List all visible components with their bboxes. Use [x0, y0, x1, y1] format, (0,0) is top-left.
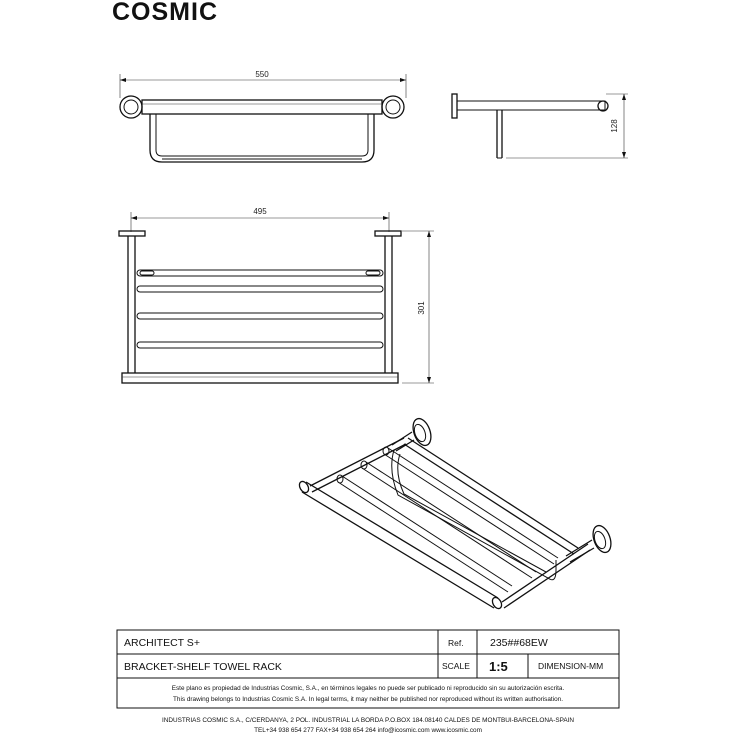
legal-notice-es: Este plano es propiedad de Industrias Cosmic, S.A., en términos legales no puede ser publicado ni reproducido sin su autorización escrita.	[171, 685, 565, 692]
company-contact: TEL+34 938 654 277 FAX+34 938 654 264 info@icosmic.com www.icosmic.com	[254, 727, 482, 734]
product-name: BRACKET-SHELF TOWEL RACK	[124, 661, 282, 673]
dim-front-width: 550	[255, 70, 269, 79]
units-label: DIMENSION-MM	[538, 661, 604, 671]
scale-label: SCALE	[442, 661, 470, 671]
series-name: ARCHITECT S+	[124, 637, 200, 649]
dim-top-width: 495	[253, 207, 267, 216]
company-address: INDUSTRIAS COSMIC S.A., C/CERDANYA, 2 POL. INDUSTRIAL LA BORDA P.O.BOX 184.08140 CALDES DE MONTBUI-BARCELONA-SPAIN	[161, 717, 575, 724]
dim-side-height: 128	[610, 119, 619, 133]
isometric-view	[298, 416, 615, 610]
ref-value: 235##68EW	[490, 637, 548, 649]
scale-value: 1:5	[489, 659, 508, 674]
side-view	[452, 94, 628, 158]
front-view	[120, 70, 406, 162]
top-view	[119, 207, 434, 383]
dim-top-depth: 301	[417, 301, 426, 315]
ref-label: Ref.	[448, 638, 464, 648]
brand-logo: COSMIC	[112, 0, 218, 26]
title-block	[117, 630, 619, 708]
legal-notice-en: This drawing belongs to Industrias Cosmic S.A. In legal terms, it may neither be published nor reproduced without its written authorisation.	[172, 696, 564, 703]
